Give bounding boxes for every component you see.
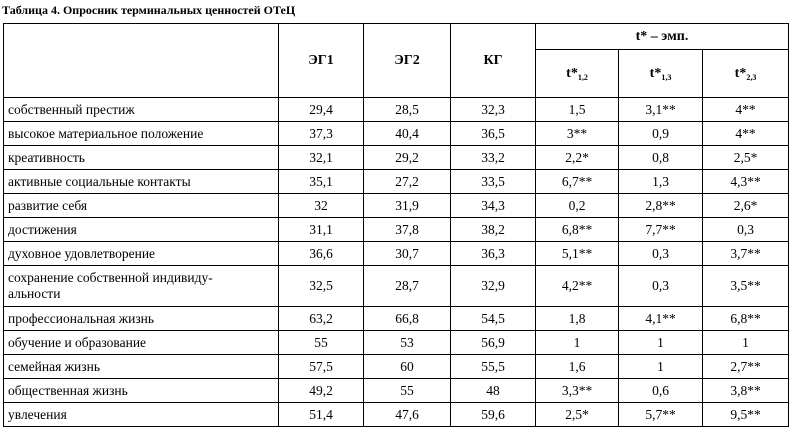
row-value: 35,1 bbox=[279, 170, 364, 194]
row-label: собственный престиж bbox=[4, 98, 279, 122]
table-row bbox=[4, 266, 789, 307]
row-value: 27,2 bbox=[364, 170, 451, 194]
header-t-1-2 bbox=[536, 50, 619, 98]
row-value: 32 bbox=[279, 194, 364, 218]
t-symbol: t* bbox=[566, 65, 578, 81]
t-symbol: t* bbox=[734, 65, 747, 81]
row-value: 54,5 bbox=[451, 307, 536, 331]
row-value: 66,8 bbox=[364, 307, 451, 331]
table-row bbox=[4, 242, 789, 266]
row-value: 55 bbox=[364, 379, 451, 403]
row-value: 0,8 bbox=[619, 146, 703, 170]
row-value: 3,7** bbox=[703, 242, 789, 266]
row-value: 3,5** bbox=[703, 266, 789, 307]
row-label: сохранение собственной индивиду- альности bbox=[4, 266, 279, 307]
row-value: 2,5* bbox=[703, 146, 789, 170]
row-value: 2,5* bbox=[536, 403, 619, 427]
row-value: 37,8 bbox=[364, 218, 451, 242]
row-value: 0,3 bbox=[619, 266, 703, 307]
row-value: 28,7 bbox=[364, 266, 451, 307]
row-value: 36,3 bbox=[451, 242, 536, 266]
row-value: 33,2 bbox=[451, 146, 536, 170]
table-row bbox=[4, 194, 789, 218]
row-value: 1 bbox=[619, 355, 703, 379]
row-value: 5,7** bbox=[619, 403, 703, 427]
t-symbol: t* bbox=[649, 65, 662, 81]
row-value: 6,8** bbox=[703, 307, 789, 331]
row-value: 3,8** bbox=[703, 379, 789, 403]
values-table bbox=[3, 23, 789, 427]
row-label: креативность bbox=[4, 146, 279, 170]
row-value: 3** bbox=[536, 122, 619, 146]
row-label: достижения bbox=[4, 218, 279, 242]
header-empty-cell bbox=[4, 24, 279, 98]
header-t-emp: t* – эмп. bbox=[536, 24, 789, 50]
row-value: 32,1 bbox=[279, 146, 364, 170]
row-value: 5,1** bbox=[536, 242, 619, 266]
row-value: 51,4 bbox=[279, 403, 364, 427]
table-caption: Таблица 4. Опросник терминальных ценностей ОТеЦ bbox=[2, 3, 296, 17]
row-value: 31,9 bbox=[364, 194, 451, 218]
t-subscript: 1,2 bbox=[577, 72, 588, 82]
row-value: 40,4 bbox=[364, 122, 451, 146]
row-value: 3,1** bbox=[619, 98, 703, 122]
row-value: 48 bbox=[451, 379, 536, 403]
row-value: 2,2* bbox=[536, 146, 619, 170]
header-group-1: ЭГ1 bbox=[279, 24, 364, 98]
row-value: 55 bbox=[279, 331, 364, 355]
row-value: 59,6 bbox=[451, 403, 536, 427]
row-value: 4,1** bbox=[619, 307, 703, 331]
row-value: 38,2 bbox=[451, 218, 536, 242]
table-row bbox=[4, 307, 789, 331]
t-subscript: 2,3 bbox=[746, 72, 757, 82]
row-value: 29,2 bbox=[364, 146, 451, 170]
row-label: общественная жизнь bbox=[4, 379, 279, 403]
row-value: 2,8** bbox=[619, 194, 703, 218]
row-value: 33,5 bbox=[451, 170, 536, 194]
row-label: активные социальные контакты bbox=[4, 170, 279, 194]
row-label: семейная жизнь bbox=[4, 355, 279, 379]
header-group-2: ЭГ2 bbox=[364, 24, 451, 98]
row-value: 4,2** bbox=[536, 266, 619, 307]
row-value: 1,3 bbox=[619, 170, 703, 194]
t-subscript: 1,3 bbox=[661, 72, 672, 82]
row-value: 0,9 bbox=[619, 122, 703, 146]
row-value: 49,2 bbox=[279, 379, 364, 403]
row-value: 2,7** bbox=[703, 355, 789, 379]
row-value: 0,6 bbox=[619, 379, 703, 403]
row-label: увлечения bbox=[4, 403, 279, 427]
table-row bbox=[4, 170, 789, 194]
row-value: 36,5 bbox=[451, 122, 536, 146]
row-label: профессиональная жизнь bbox=[4, 307, 279, 331]
row-value: 1 bbox=[536, 331, 619, 355]
row-value: 29,4 bbox=[279, 98, 364, 122]
row-value: 53 bbox=[364, 331, 451, 355]
row-value: 6,8** bbox=[536, 218, 619, 242]
row-value: 55,5 bbox=[451, 355, 536, 379]
row-value: 4** bbox=[703, 122, 789, 146]
table-row bbox=[4, 98, 789, 122]
row-label: обучение и образование bbox=[4, 331, 279, 355]
row-value: 0,2 bbox=[536, 194, 619, 218]
row-value: 36,6 bbox=[279, 242, 364, 266]
table-row bbox=[4, 218, 789, 242]
row-value: 3,3** bbox=[536, 379, 619, 403]
row-value: 57,5 bbox=[279, 355, 364, 379]
row-value: 1 bbox=[703, 331, 789, 355]
table-row bbox=[4, 403, 789, 427]
row-value: 9,5** bbox=[703, 403, 789, 427]
row-label: развитие себя bbox=[4, 194, 279, 218]
row-value: 34,3 bbox=[451, 194, 536, 218]
row-value: 63,2 bbox=[279, 307, 364, 331]
row-value: 32,5 bbox=[279, 266, 364, 307]
header-group-3: КГ bbox=[451, 24, 536, 98]
row-value: 47,6 bbox=[364, 403, 451, 427]
row-value: 6,7** bbox=[536, 170, 619, 194]
table-row bbox=[4, 146, 789, 170]
row-value: 4** bbox=[703, 98, 789, 122]
row-value: 0,3 bbox=[619, 242, 703, 266]
table-row bbox=[4, 355, 789, 379]
row-label: духовное удовлетворение bbox=[4, 242, 279, 266]
row-value: 2,6* bbox=[703, 194, 789, 218]
row-value: 7,7** bbox=[619, 218, 703, 242]
table-row bbox=[4, 122, 789, 146]
row-value: 37,3 bbox=[279, 122, 364, 146]
row-value: 1,5 bbox=[536, 98, 619, 122]
row-label: высокое материальное положение bbox=[4, 122, 279, 146]
row-value: 1,6 bbox=[536, 355, 619, 379]
row-value: 1,8 bbox=[536, 307, 619, 331]
row-value: 32,3 bbox=[451, 98, 536, 122]
table-row bbox=[4, 331, 789, 355]
row-value: 1 bbox=[619, 331, 703, 355]
row-value: 60 bbox=[364, 355, 451, 379]
header-t-2-3 bbox=[703, 50, 789, 98]
row-value: 56,9 bbox=[451, 331, 536, 355]
row-value: 4,3** bbox=[703, 170, 789, 194]
table-body bbox=[4, 98, 789, 427]
row-value: 31,1 bbox=[279, 218, 364, 242]
table-row bbox=[4, 379, 789, 403]
row-value: 30,7 bbox=[364, 242, 451, 266]
row-value: 32,9 bbox=[451, 266, 536, 307]
row-value: 28,5 bbox=[364, 98, 451, 122]
header-t-1-3 bbox=[619, 50, 703, 98]
row-value: 0,3 bbox=[703, 218, 789, 242]
